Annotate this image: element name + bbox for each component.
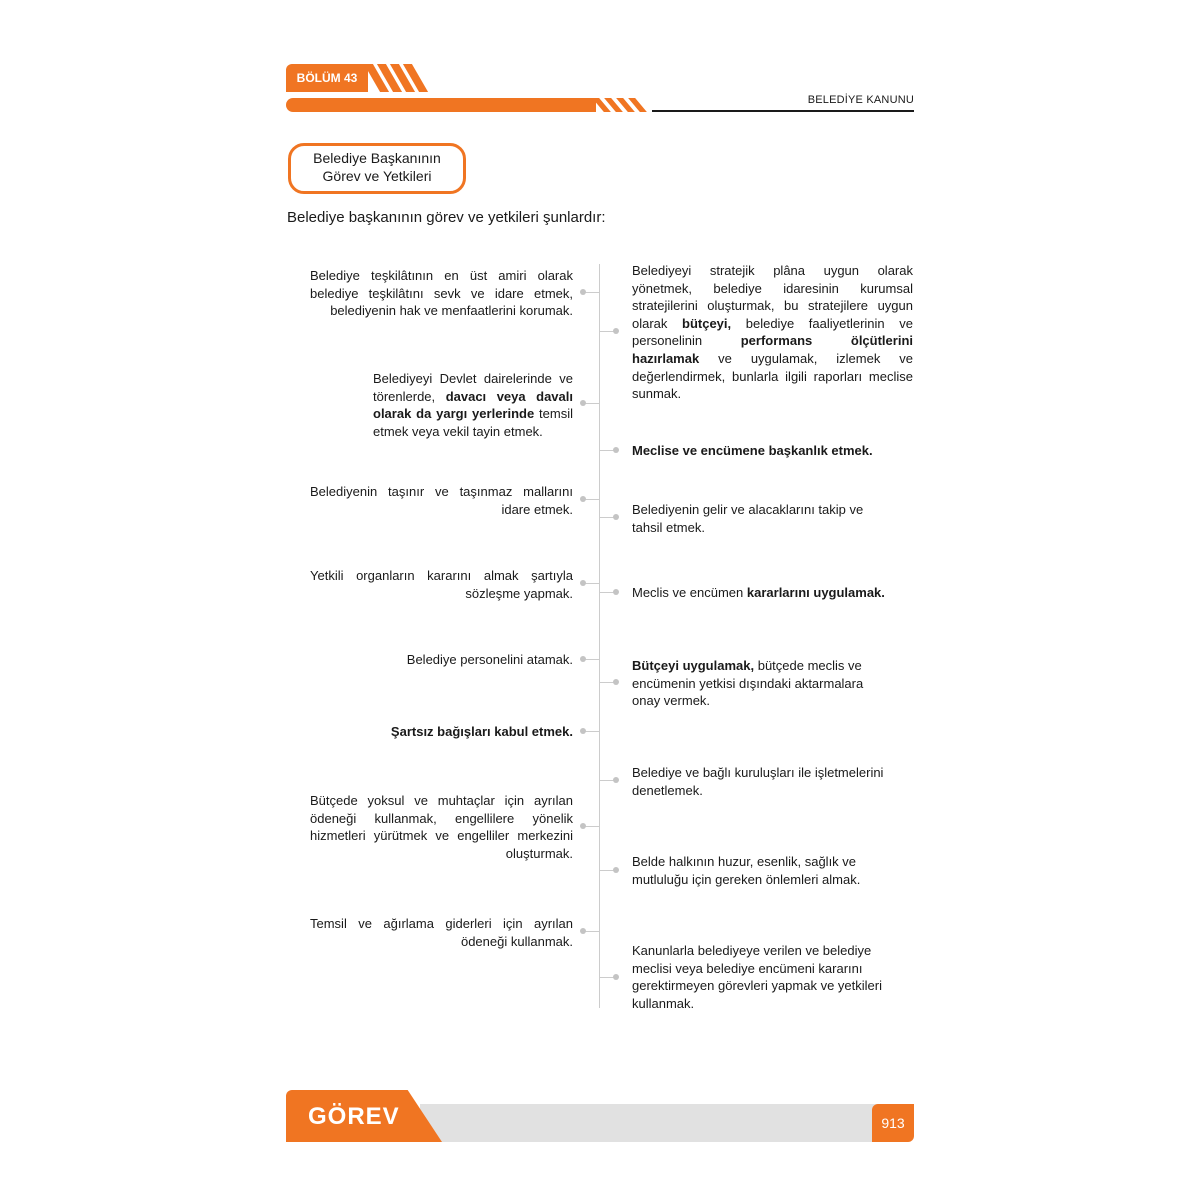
left-item-8 — [310, 915, 573, 950]
section-name: BELEDİYE KANUNU — [807, 94, 914, 106]
left-item-4 — [310, 567, 573, 602]
right-item-4-text: kararlarını uygulamak. — [746, 585, 885, 600]
header-bar-stripes — [594, 98, 648, 112]
right-item-8 — [632, 942, 913, 1012]
right-item-7-text: Belde halkının huzur, esenlik, sağlık ve mutluluğu için gereken önlemleri almak. — [632, 854, 861, 887]
header-rule — [652, 110, 914, 112]
right-item-6-text: Belediye ve bağlı kuruluşları ile işletmelerini denetlemek. — [632, 765, 884, 798]
right-item-3-text: Belediyenin gelir ve alacaklarını takip ve tahsil etmek. — [632, 502, 864, 535]
page-number: 913 — [872, 1104, 914, 1142]
left-item-6-text: Şartsız bağışları kabul etmek. — [390, 724, 573, 739]
right-item-2-text: Meclise ve encümene başkanlık etmek. — [632, 443, 873, 458]
right-item-1-text: ve uygulamak, izlemek ve değerlendirmek, bunlarla ilgili raporları meclise sunmak. — [632, 350, 913, 402]
left-item-2-text: temsil etmek veya vekil tayin etmek. — [373, 406, 573, 439]
chapter-stripes — [366, 64, 422, 92]
left-item-2 — [373, 370, 573, 440]
right-item-1-text: performans ölçütlerini hazırlamak — [632, 333, 913, 366]
left-item-8-text: Temsil ve ağırlama giderleri için ayrılan ödeneği kullanmak. — [310, 916, 573, 949]
right-item-5 — [632, 657, 892, 710]
left-item-3-text: Belediyenin taşınır ve taşınmaz mallarını idare etmek. — [310, 484, 573, 517]
right-item-5-text: bütçede meclis ve encümenin yetkisi dışındaki aktarmalara onay vermek. — [632, 658, 864, 709]
section-title-line-1: Belediye Başkanının — [313, 150, 441, 166]
header-bar — [286, 98, 596, 112]
right-item-2 — [632, 442, 913, 460]
left-item-5-text: Belediye personelini atamak. — [406, 652, 573, 667]
left-item-2-text: Belediyeyi Devlet dairelerinde ve törenlerde, — [373, 371, 573, 404]
right-item-4-text: Meclis ve encümen — [632, 585, 747, 600]
right-item-3 — [632, 501, 892, 536]
footer-bar — [420, 1104, 890, 1142]
section-title-box — [288, 143, 466, 194]
right-item-6 — [632, 764, 907, 799]
left-item-1-text: Belediye teşkilâtının en üst amiri olarak belediye teşkilâtını sevk ve idare etmek, belediyenin hak ve menfaatlerini korumak. — [310, 268, 573, 319]
chapter-label: BÖLÜM 43 — [286, 64, 368, 92]
right-item-7 — [632, 853, 892, 888]
left-item-4-text: Yetkili organların kararını almak şartıyla sözleşme yapmak. — [310, 568, 573, 601]
section-title-line-2: Görev ve Yetkileri — [322, 168, 432, 184]
timeline-line — [599, 264, 600, 1008]
right-item-8-text: Kanunlarla belediyeye verilen ve belediye meclisi veya belediye encümeni kararını gerektirmeyen görevleri yapmak ve yetkileri kullanmak. — [632, 943, 882, 1011]
right-item-1 — [632, 262, 913, 403]
footer-brand: GÖREV — [308, 1103, 400, 1130]
left-item-7-text: Bütçede yoksul ve muhtaçlar için ayrılan ödeneği kullanmak, engellilere yönelik hizmetleri yürütmek ve engelliler merkezini oluşturmak. — [310, 793, 573, 861]
left-item-7 — [310, 792, 573, 862]
left-item-6 — [310, 723, 573, 741]
left-item-1 — [310, 267, 573, 320]
left-item-3 — [310, 483, 573, 518]
right-item-1-text: Belediyeyi stratejik plâna uygun olarak yönetmek, belediye idaresinin kurumsal stratejilerini oluşturmak, bu stratejilere uygun olarak — [632, 263, 913, 331]
right-item-1-text: bütçeyi, — [682, 315, 732, 331]
intro-text: Belediye başkanının görev ve yetkileri şunlardır: — [287, 209, 606, 226]
left-item-2-text: davacı veya davalı olarak da yargı yerlerinde — [373, 388, 573, 422]
right-item-4 — [632, 584, 913, 602]
right-item-5-text: Bütçeyi uygulamak, — [632, 658, 755, 673]
right-item-1-text: belediye faaliyetlerinin ve personelinin — [632, 315, 913, 349]
left-item-5 — [310, 651, 573, 669]
